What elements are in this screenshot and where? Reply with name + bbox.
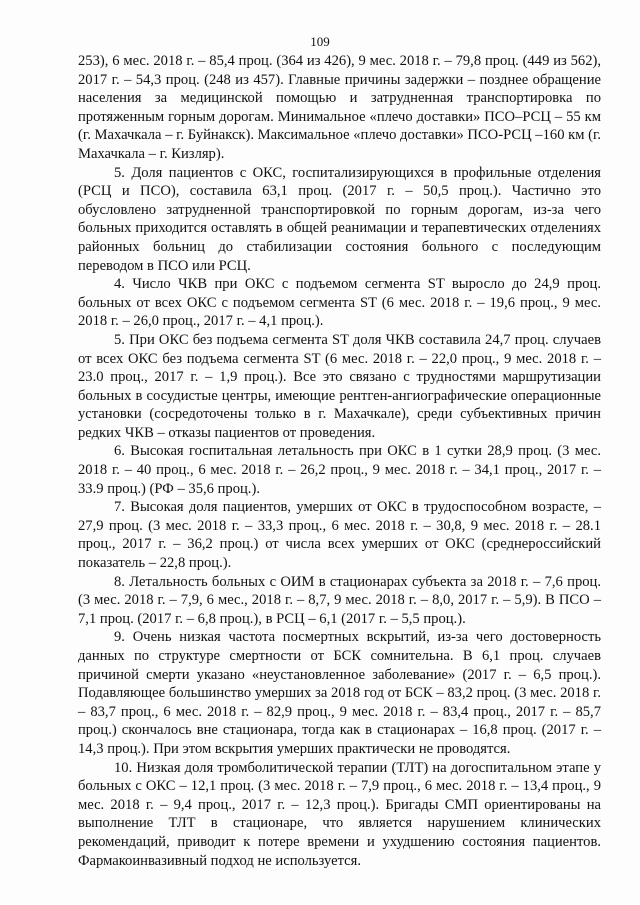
paragraph-item-5-pci-non-st: 5. При ОКС без подъема сегмента ST доля ЧКВ составила 24,7 проц. случаев от всех ОКС без подъема сегмента ST (6 мес. 2018 г. – 22,0 проц., 9 мес. 2018 г. – 23.0 проц., 2017 г. – 1,9 проц.). Все это связано с трудностями маршрутизации больных в сосудистые центры, имеющие рентген-ангиографические операционные установки (сосредоточены только в г. Махачкале), среди субъективных причин редких ЧКВ – отказы пациентов от проведения.	[78, 331, 601, 441]
paragraph-item-6-mortality: 6. Высокая госпитальная летальность при ОКС в 1 сутки 28,9 проц. (3 мес. 2018 г. – 40 проц., 6 мес. 2018 г. – 26,2 проц., 9 мес. 2018 г. – 34,1 проц., 2017 г. – 33.9 проц.) (РФ – 35,6 проц.).	[78, 443, 601, 497]
paragraph-continuation: 253), 6 мес. 2018 г. – 85,4 проц. (364 из 426), 9 мес. 2018 г. – 79,8 проц. (449 из 562), 2017 г. – 54,3 проц. (248 из 457). Главные причины задержки – позднее обращение населения за медицинской помощью и затрудненная транспортировка по протяженным горным дорогам. Минимальное «плечо доставки» ПСО–РСЦ – 55 км (г. Махачкала – г. Буйнакск). Максимальное «плечо доставки» ПСО-РСЦ –160 км (г. Махачкала – г. Кизляр).	[78, 53, 601, 162]
body-text	[78, 52, 601, 870]
paragraph-item-10-thrombolysis: 10. Низкая доля тромболитической терапии (ТЛТ) на догоспитальном этапе у больных с ОКС – 12,1 проц. (3 мес. 2018 г. – 7,9 проц., 6 мес. 2018 г. – 13,4 проц., 9 мес. 2018 г. – 9,4 проц., 2017 г. – 12,3 проц.). Бригады СМП ориентированы на выполнение ТЛТ в стационаре, что является нарушением клинических рекомендаций, приводит к потере времени и ухудшению состояния пациентов. Фармакоинвазивный подход не используется.	[78, 759, 601, 869]
page-number: 109	[310, 34, 330, 49]
paragraph-item-4-pci-st: 4. Число ЧКВ при ОКС с подъемом сегмента ST выросло до 24,9 проц. больных от всех ОКС с подъемом сегмента ST (6 мес. 2018 г. – 19,6 проц., 9 мес. 2018 г. – 26,0 проц., 2017 г. – 4,1 проц.).	[78, 276, 601, 330]
paragraph-item-9-autopsies: 9. Очень низкая частота посмертных вскрытий, из-за чего достоверность данных по структуре смертности от БСК сомнительна. В 6,1 проц. случаев причиной смерти указано «неустановленное заболевание» (2017 г. – 6,5 проц.). Подавляющее большинство умерших за 2018 год от БСК – 83,2 проц. (3 мес. 2018 г. – 83,7 проц., 6 мес. 2018 г. – 82,9 проц., 9 мес. 2018 г. – 83,4 проц., 2017 г. – 85,7 проц.) скончалось вне стационара, тогда как в стационарах – 16,8 проц. (2017 г. – 14,3 проц.). При этом вскрытия умерших практически не проводятся.	[78, 629, 601, 757]
paragraph-item-8-ami-lethality: 8. Летальность больных с ОИМ в стационарах субъекта за 2018 г. – 7,6 проц. (3 мес. 2018 г. – 7,9, 6 мес., 2018 г. – 8,7, 9 мес. 2018 г. – 8,0, 2017 г. – 5,9). В ПСО – 7,1 проц. (2017 г. – 6,8 проц.), в РСЦ – 6,1 (2017 г. – 5,5 проц.).	[78, 573, 601, 627]
paragraph-item-5-share: 5. Доля пациентов с ОКС, госпитализирующихся в профильные отделения (РСЦ и ПСО), составила 63,1 проц. (2017 г. – 50,5 проц.). Частично это обусловлено затрудненной транспортировкой по горным дорогам, из-за чего больных приходится оставлять в общей реанимации и терапевтических отделениях районных больниц до стабилизации состояния больного с последующим переводом в ПСО или РСЦ.	[78, 164, 601, 274]
paragraph-item-7-working-age: 7. Высокая доля пациентов, умерших от ОКС в трудоспособном возрасте, – 27,9 проц. (3 мес. 2018 г. – 33,3 проц., 6 мес. 2018 г. – 30,8, 9 мес. 2018 г. – 28.1 проц., 2017 г. – 36,2 проц.) от числа всех умерших от ОКС (среднероссийский показатель – 22,8 проц.).	[78, 499, 601, 572]
